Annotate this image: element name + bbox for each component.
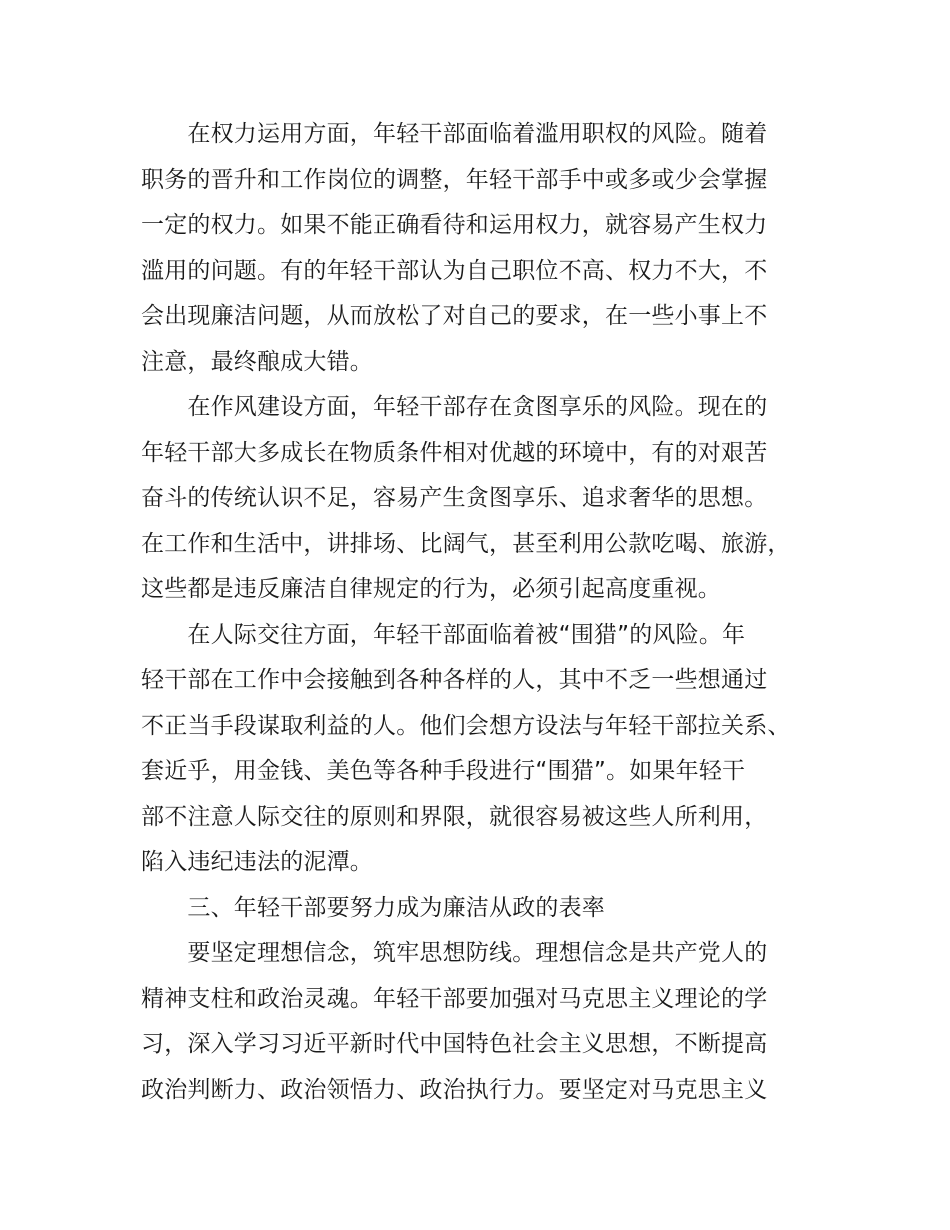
text-line: 一定的权力。如果不能正确看待和运用权力，就容易产生权力 [141,212,768,238]
paragraph-interpersonal [141,613,811,886]
text-line: 会出现廉洁问题，从而放松了对自己的要求，在一些小事上不 [141,303,768,329]
text-line: 政治判断力、政治领悟力、政治执行力。要坚定对马克思主义 [141,1076,768,1103]
text-line: 年轻干部大多成长在物质条件相对优越的环境中，有的对艰苦 [141,439,768,466]
text-line: 奋斗的传统认识不足，容易产生贪图享乐、追求奢华的思想。 [141,485,768,511]
text-line: 精神支柱和政治灵魂。年轻干部要加强对马克思主义理论的学 [141,985,768,1012]
text-line: 在权力运用方面，年轻干部面临着滥用职权的风险。随着 [141,121,768,147]
text-line: 陷入违纪违法的泥潭。 [141,849,373,875]
document-body [141,112,811,1113]
paragraph-work-style [141,385,811,613]
text-line: 在工作和生活中，讲排场、比阔气，甚至利用公款吃喝、旅游， [141,530,791,557]
text-line: 在人际交往方面，年轻干部面临着被“围猎”的风险。年 [141,621,746,648]
text-line: 部不注意人际交往的原则和界限，就很容易被这些人所利用， [141,803,768,830]
paragraph-power-use [141,112,811,385]
text-line: 这些都是违反廉洁自律规定的行为，必须引起高度重视。 [141,576,721,602]
text-line: 在作风建设方面，年轻干部存在贪图享乐的风险。现在的 [141,394,768,420]
text-line: 要坚定理想信念，筑牢思想防线。理想信念是共产党人的 [141,940,768,966]
text-line: 注意，最终酿成大错。 [141,348,373,375]
text-line: 轻干部在工作中会接触到各种各样的人，其中不乏一些想通过 [141,667,768,693]
paragraph-ideals [141,931,811,1113]
section-heading [141,886,811,932]
text-line: 习，深入学习习近平新时代中国特色社会主义思想，不断提高 [141,1031,768,1057]
heading-line: 三、年轻干部要努力成为廉洁从政的表率 [141,894,605,921]
text-line: 不正当手段谋取利益的人。他们会想方设法与年轻干部拉关系、 [141,712,791,739]
text-line: 套近乎，用金钱、美色等各种手段进行“围猎”。如果年轻干 [141,758,746,784]
text-line: 职务的晋升和工作岗位的调整，年轻干部手中或多或少会掌握 [141,166,768,193]
text-line: 滥用的问题。有的年轻干部认为自己职位不高、权力不大，不 [141,257,768,284]
